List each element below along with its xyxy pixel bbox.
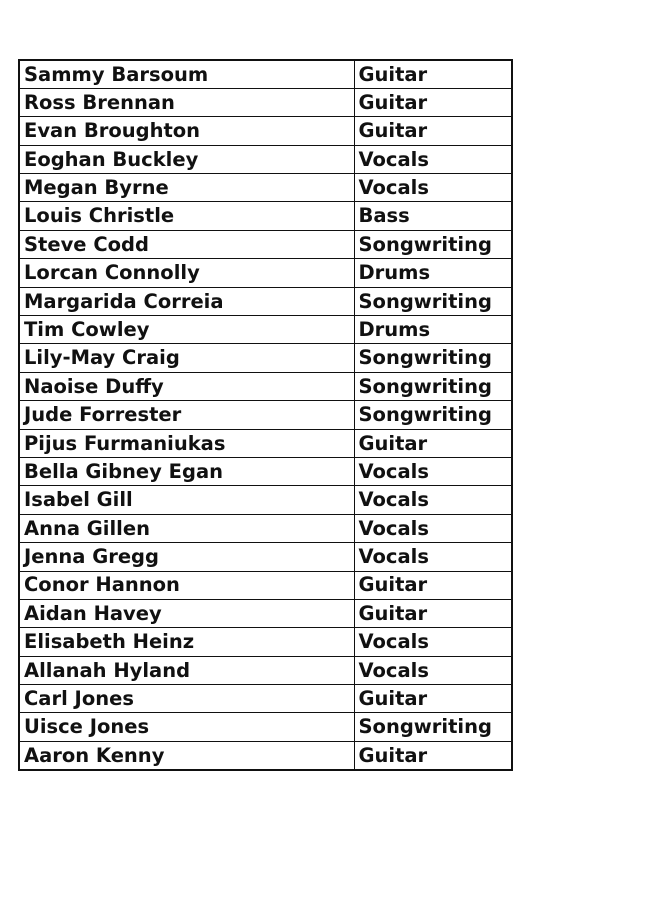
table-row	[19, 628, 512, 656]
instrument-cell: Guitar	[354, 685, 512, 713]
instrument-cell: Drums	[354, 316, 512, 344]
name-cell: Eoghan Buckley	[19, 145, 354, 173]
instrument-cell: Songwriting	[354, 401, 512, 429]
table-row	[19, 344, 512, 372]
name-cell: Anna Gillen	[19, 514, 354, 542]
instrument-cell: Vocals	[354, 174, 512, 202]
name-cell: Elisabeth Heinz	[19, 628, 354, 656]
table-row	[19, 457, 512, 485]
roster-table	[18, 59, 513, 771]
roster-table-body	[19, 60, 512, 770]
table-row	[19, 514, 512, 542]
table-row	[19, 741, 512, 769]
name-cell: Bella Gibney Egan	[19, 457, 354, 485]
name-cell: Isabel Gill	[19, 486, 354, 514]
table-row	[19, 202, 512, 230]
name-cell: Carl Jones	[19, 685, 354, 713]
name-cell: Louis Christle	[19, 202, 354, 230]
instrument-cell: Vocals	[354, 145, 512, 173]
name-cell: Allanah Hyland	[19, 656, 354, 684]
name-cell: Megan Byrne	[19, 174, 354, 202]
instrument-cell: Songwriting	[354, 372, 512, 400]
instrument-cell: Guitar	[354, 741, 512, 769]
table-row	[19, 685, 512, 713]
instrument-cell: Vocals	[354, 628, 512, 656]
instrument-cell: Guitar	[354, 88, 512, 116]
instrument-cell: Drums	[354, 259, 512, 287]
instrument-cell: Songwriting	[354, 713, 512, 741]
instrument-cell: Guitar	[354, 117, 512, 145]
table-row	[19, 287, 512, 315]
name-cell: Lily-May Craig	[19, 344, 354, 372]
instrument-cell: Vocals	[354, 486, 512, 514]
name-cell: Evan Broughton	[19, 117, 354, 145]
table-row	[19, 543, 512, 571]
instrument-cell: Songwriting	[354, 287, 512, 315]
table-row	[19, 486, 512, 514]
instrument-cell: Bass	[354, 202, 512, 230]
instrument-cell: Guitar	[354, 599, 512, 627]
instrument-cell: Guitar	[354, 571, 512, 599]
name-cell: Pijus Furmaniukas	[19, 429, 354, 457]
name-cell: Aaron Kenny	[19, 741, 354, 769]
table-row	[19, 259, 512, 287]
table-row	[19, 571, 512, 599]
name-cell: Ross Brennan	[19, 88, 354, 116]
table-row	[19, 599, 512, 627]
name-cell: Naoise Duffy	[19, 372, 354, 400]
instrument-cell: Songwriting	[354, 230, 512, 258]
table-row	[19, 145, 512, 173]
table-row	[19, 713, 512, 741]
table-row	[19, 372, 512, 400]
table-row	[19, 117, 512, 145]
table-row	[19, 656, 512, 684]
instrument-cell: Guitar	[354, 429, 512, 457]
name-cell: Margarida Correia	[19, 287, 354, 315]
name-cell: Sammy Barsoum	[19, 60, 354, 88]
table-row	[19, 401, 512, 429]
instrument-cell: Guitar	[354, 60, 512, 88]
instrument-cell: Vocals	[354, 543, 512, 571]
name-cell: Uisce Jones	[19, 713, 354, 741]
table-row	[19, 429, 512, 457]
name-cell: Steve Codd	[19, 230, 354, 258]
name-cell: Lorcan Connolly	[19, 259, 354, 287]
instrument-cell: Vocals	[354, 457, 512, 485]
table-row	[19, 316, 512, 344]
name-cell: Jenna Gregg	[19, 543, 354, 571]
name-cell: Conor Hannon	[19, 571, 354, 599]
table-row	[19, 60, 512, 88]
instrument-cell: Vocals	[354, 514, 512, 542]
table-row	[19, 174, 512, 202]
name-cell: Aidan Havey	[19, 599, 354, 627]
table-row	[19, 88, 512, 116]
name-cell: Tim Cowley	[19, 316, 354, 344]
name-cell: Jude Forrester	[19, 401, 354, 429]
table-row	[19, 230, 512, 258]
instrument-cell: Vocals	[354, 656, 512, 684]
instrument-cell: Songwriting	[354, 344, 512, 372]
